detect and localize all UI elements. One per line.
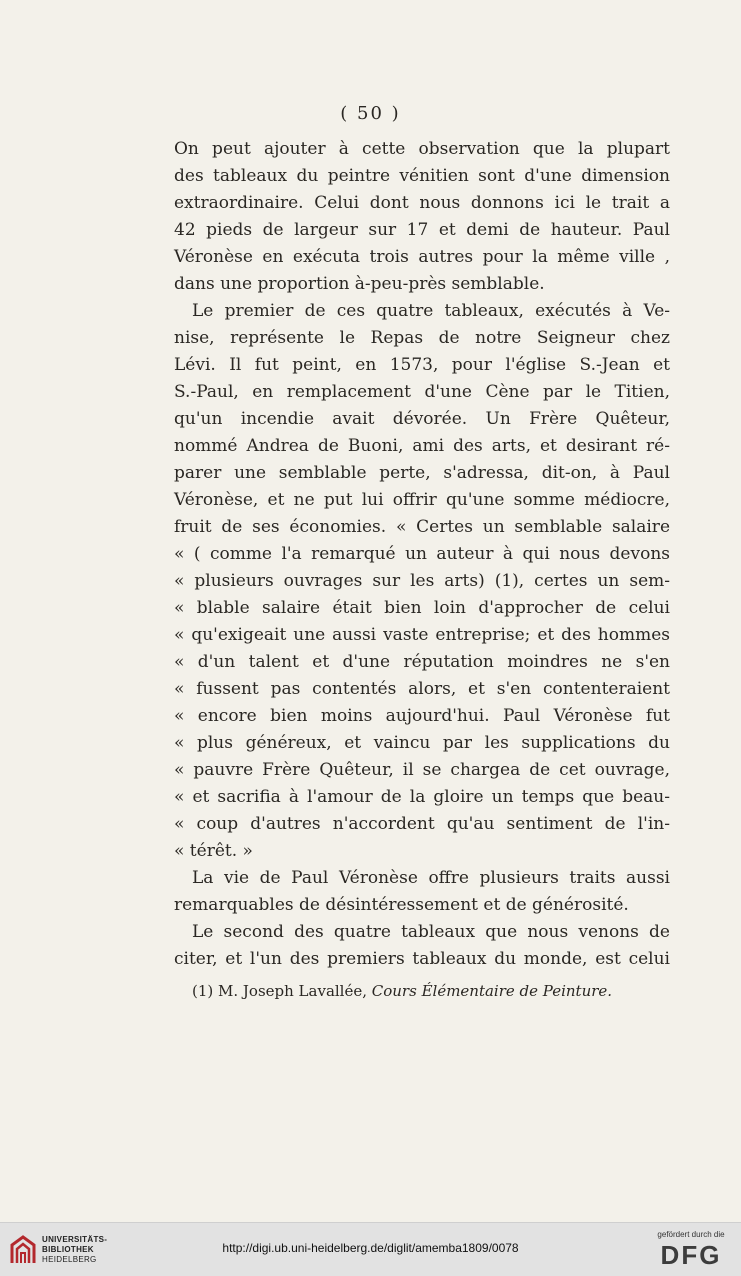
text-line: Véronèse en exécuta trois autres pour la même ville , <box>174 247 670 267</box>
text-line: S.-Paul, en remplacement d'une Cène par le Titien, <box>174 382 670 402</box>
text-line: « térêt. » <box>174 841 253 861</box>
text-line: nise, représente le Repas de notre Seigneur chez <box>174 328 670 348</box>
text-line: On peut ajouter à cette observation que la plupart <box>174 139 670 159</box>
text-line: dans une proportion à-peu-près semblable. <box>174 274 545 294</box>
footnote-title: Cours Élémentaire de Peinture. <box>371 982 613 1000</box>
funder <box>651 1230 731 1268</box>
footnote <box>192 982 612 1000</box>
library-name: UNIVERSITÄTS- BIBLIOTHEK HEIDELBERG <box>42 1235 108 1264</box>
text-line: « d'un talent et d'une réputation moindres ne s'en <box>174 652 670 672</box>
text-line: qu'un incendie avait dévorée. Un Frère Quêteur, <box>174 409 670 429</box>
text-line: fruit de ses économies. « Certes un semblable salaire <box>174 517 670 537</box>
viewer-footer <box>0 1222 741 1276</box>
text-line: Véronèse, et ne put lui offrir qu'une somme médiocre, <box>174 490 670 510</box>
text-line: « blable salaire était bien loin d'approcher de celui <box>174 598 670 618</box>
dfg-logo-text: DFG <box>660 1242 722 1268</box>
text-line: « fussent pas contentés alors, et s'en contenteraient <box>174 679 670 699</box>
text-line: citer, et l'un des premiers tableaux du monde, est celui <box>174 949 670 969</box>
text-line: parer une semblable perte, s'adressa, dit-on, à Paul <box>174 463 670 483</box>
funded-by-label: gefördert durch die <box>657 1230 725 1239</box>
body-text <box>174 136 670 973</box>
text-line: « qu'exigeait une aussi vaste entreprise; et des hommes <box>174 625 670 645</box>
text-line: Le premier de ces quatre tableaux, exécutés à Ve- <box>192 301 670 321</box>
text-line: remarquables de désintéressement et de générosité. <box>174 895 629 915</box>
text-line: « plusieurs ouvrages sur les arts) (1), certes un sem- <box>174 571 670 591</box>
text-line: « encore bien moins aujourd'hui. Paul Véronèse fut <box>174 706 670 726</box>
text-line: nommé Andrea de Buoni, ami des arts, et desirant ré- <box>174 436 670 456</box>
text-line: « pauvre Frère Quêteur, il se chargea de cet ouvrage, <box>174 760 670 780</box>
text-line: « coup d'autres n'accordent qu'au sentiment de l'in- <box>174 814 670 834</box>
dfg-logo-icon[interactable] <box>653 1242 729 1268</box>
permalink-url[interactable]: http://digi.ub.uni-heidelberg.de/diglit/amemba1809/0078 <box>222 1241 519 1255</box>
text-line: extraordinaire. Celui dont nous donnons ici le trait a <box>174 193 670 213</box>
text-line: des tableaux du peintre vénitien sont d'une dimension <box>174 166 670 186</box>
text-line: « plus généreux, et vaincu par les supplications du <box>174 733 670 753</box>
text-line: « ( comme l'a remarqué un auteur à qui nous devons <box>174 544 670 564</box>
text-line: 42 pieds de largeur sur 17 et demi de hauteur. Paul <box>174 220 670 240</box>
text-line: Le second des quatre tableaux que nous venons de <box>192 922 670 942</box>
text-line: La vie de Paul Véronèse offre plusieurs traits aussi <box>192 868 670 888</box>
footnote-author: (1) M. Joseph Lavallée, <box>192 982 372 1000</box>
text-line: Lévi. Il fut peint, en 1573, pour l'église S.-Jean et <box>174 355 670 375</box>
text-line: « et sacrifia à l'amour de la gloire un temps que beau- <box>174 787 670 807</box>
page-number: ( 50 ) <box>340 103 401 124</box>
